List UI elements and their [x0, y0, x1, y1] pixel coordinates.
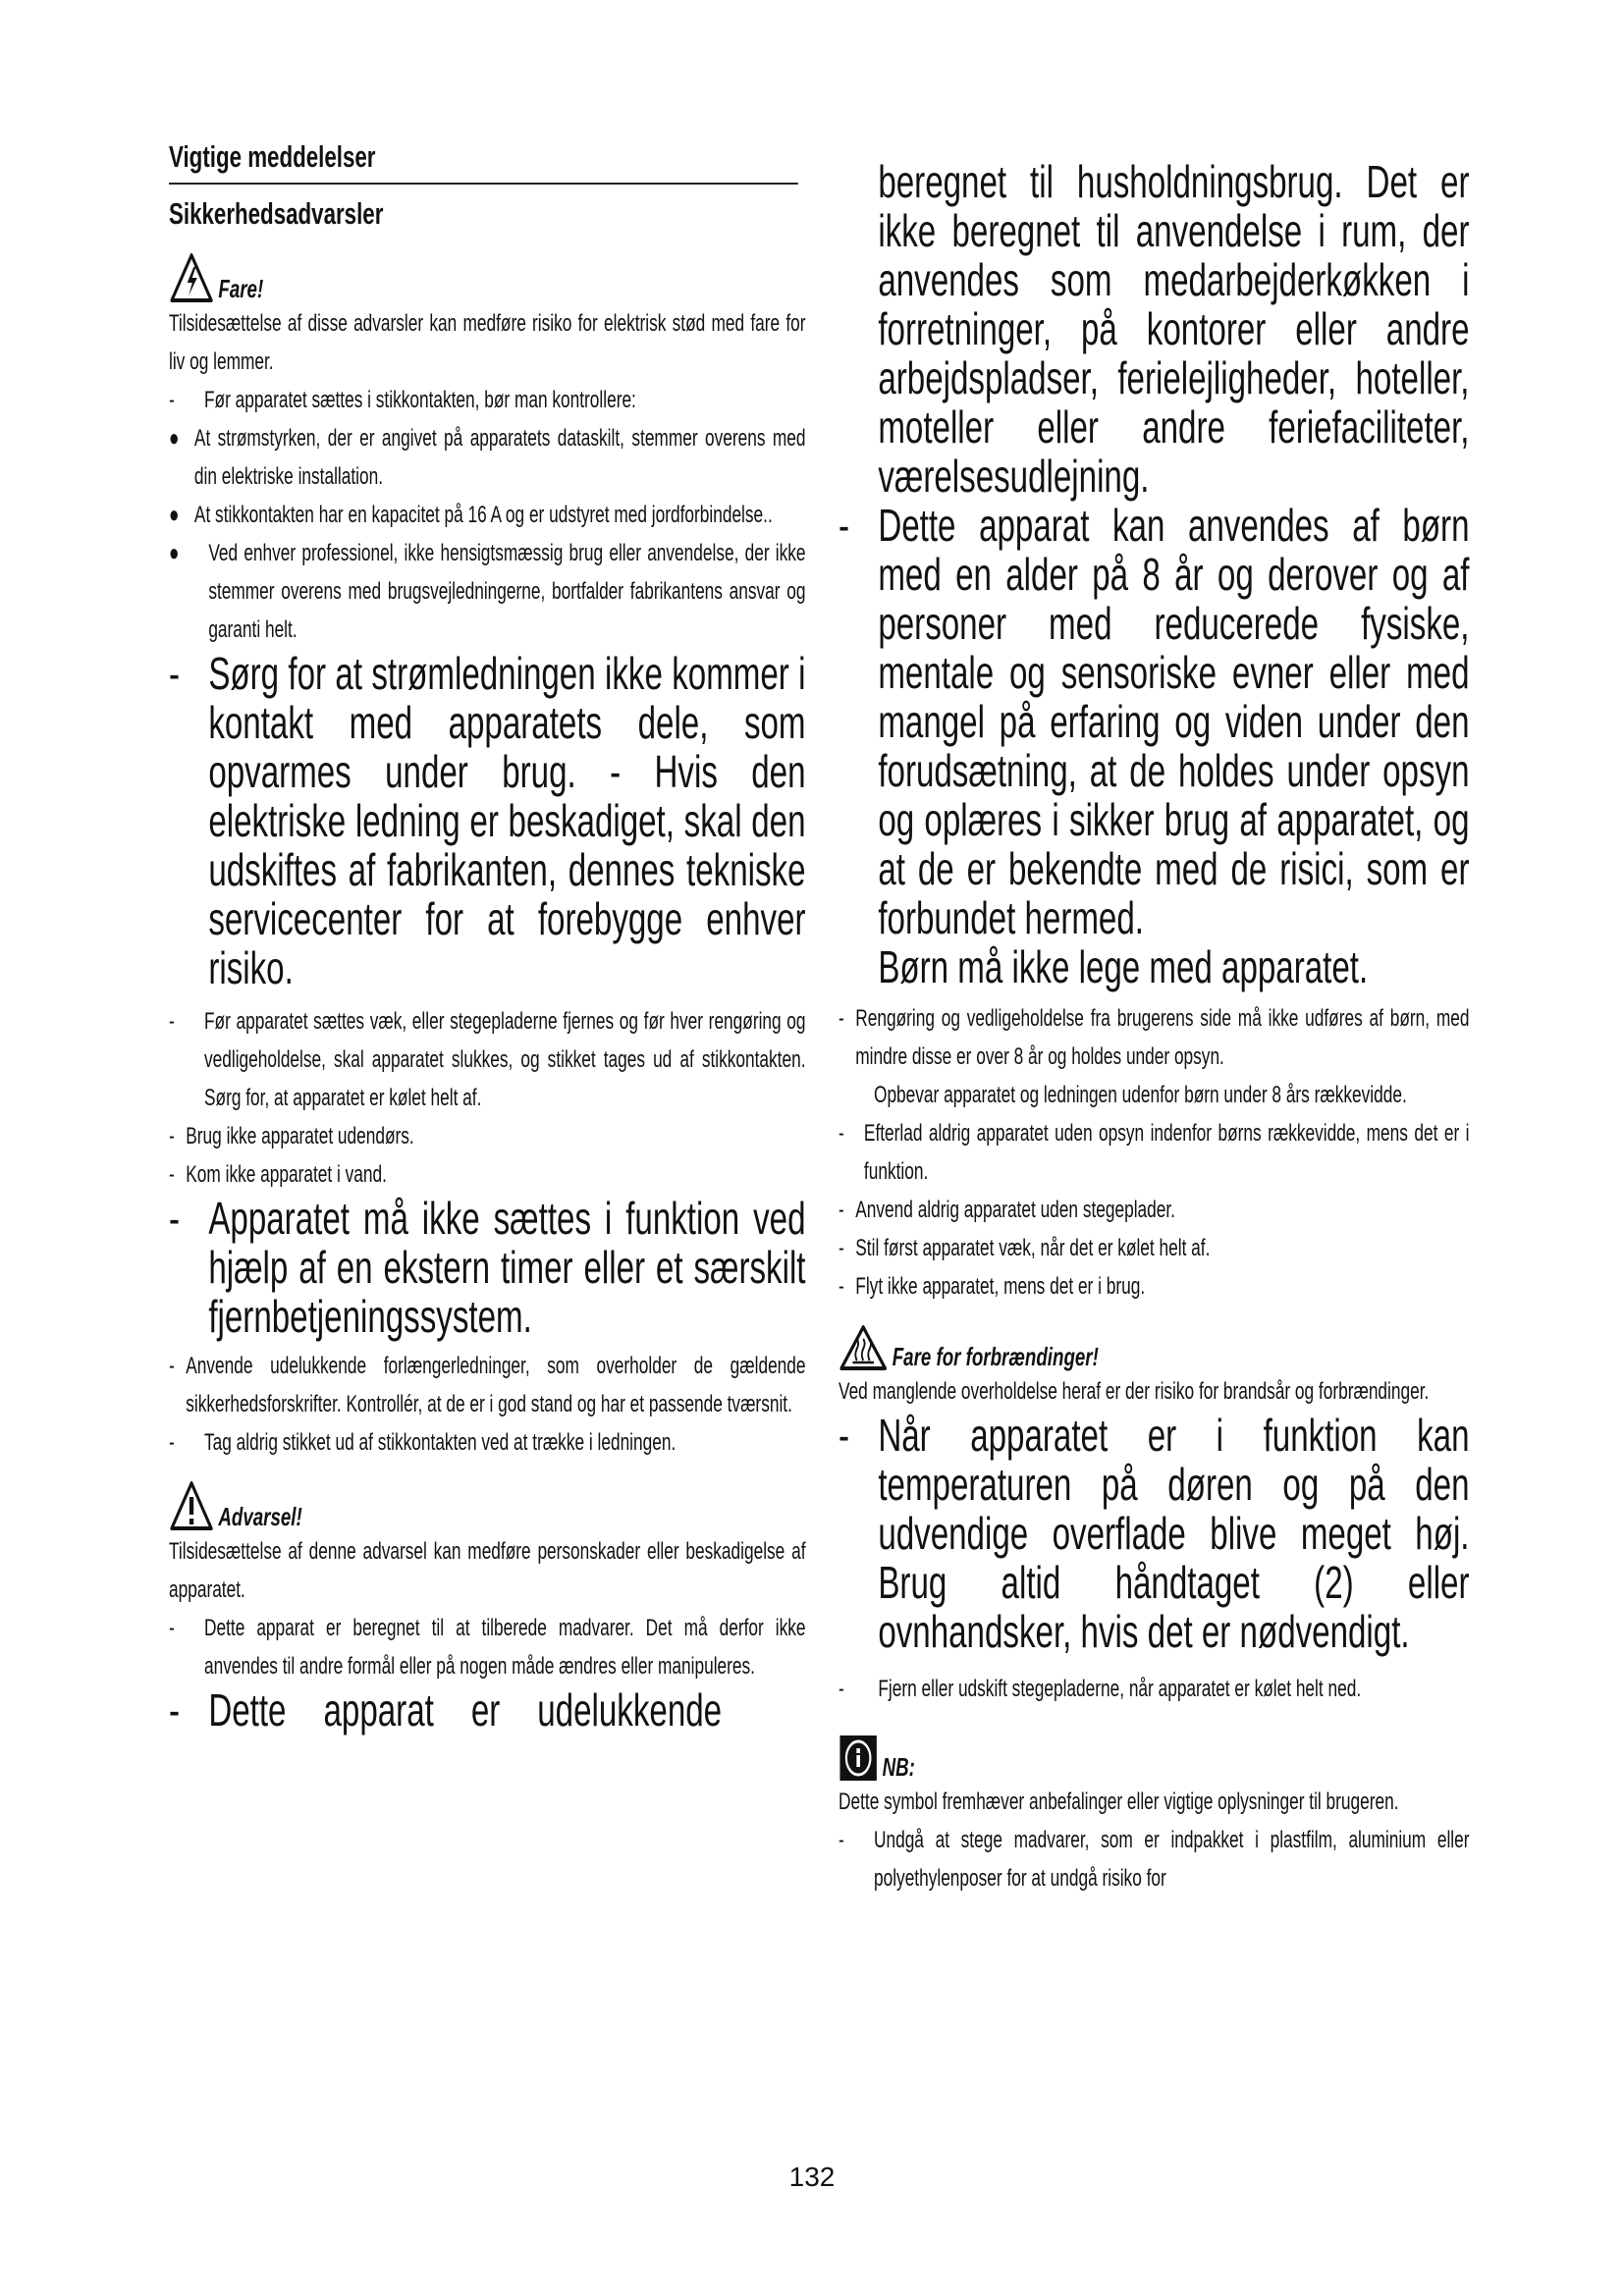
- bullet-icon: ●: [169, 540, 180, 566]
- nb-intro: Dette symbol fremhæver anbefalinger eller vigtige oplysninger til brugeren.: [839, 1789, 1399, 1815]
- dash-marker: -: [839, 1120, 844, 1147]
- bullet-item: [169, 496, 806, 534]
- item-text: Anvende udelukkende forlængerledninger, som overholder de gældende sikkerhedsforskrifter. Kontrollér, at de er i god stand og har et passende tværsnit.: [186, 1353, 806, 1417]
- dash-marker: -: [839, 500, 850, 551]
- item-text: Tag aldrig stikket ud af stikkontakten ved at trække i ledningen.: [204, 1429, 677, 1456]
- item-text: Når apparatet er i funktion kan temperaturen på døren og på den udvendige overflade blive meget høj. Brug altid håndtaget (2) eller ovnhandsker, hvis det er nødvendigt.: [878, 1410, 1470, 1657]
- dash-marker: -: [169, 1615, 175, 1641]
- item-text: Dette apparat kan anvendes af børn med en alder på 8 år og derover og af personer med reducerede fysiske, mentale og sensoriske evner eller med mangel på erfaring og viden under den forudsætning, at de holdes under opsyn og oplæres i sikker brug af apparatet, og at de er bekendte med de risici, som er forbundet hermed.: [878, 500, 1470, 943]
- item-text: Før apparatet sættes væk, eller stegepladerne fjernes og før hver rengøring og vedligeholdelse, skal apparatet slukkes, og stikket tages ud af stikkontakten. Sørg for, at apparatet er kølet helt af.: [204, 1008, 806, 1111]
- list-item: [169, 1002, 806, 1117]
- dash-marker: -: [169, 1161, 175, 1188]
- item-text: Ved enhver professionel, ikke hensigtsmæssig brug eller anvendelse, der ikke stemmer overens med brugsvejledningerne, bortfalder fabrikantens ansvar og garanti helt.: [208, 540, 806, 643]
- subsection-title: Sikkerhedsadvarsler: [169, 196, 384, 231]
- list-item: [839, 1670, 1470, 1708]
- list-item: [839, 1267, 1470, 1306]
- item-text: Før apparatet sættes i stikkontakten, bør man kontrollere:: [204, 387, 636, 413]
- item-text: Kom ikke apparatet i vand.: [186, 1161, 387, 1188]
- page-number: 132: [788, 2162, 836, 2192]
- dash-marker: -: [169, 1123, 175, 1149]
- dash-marker: -: [169, 1008, 175, 1035]
- list-item: [839, 1191, 1470, 1229]
- item-text: Stil først apparatet væk, når det er kølet helt af.: [855, 1235, 1211, 1261]
- item-text: Brug ikke apparatet udendørs.: [186, 1123, 414, 1149]
- large-paragraph: Børn må ikke lege med apparatet.: [878, 941, 1369, 992]
- bullet-item: [169, 419, 806, 496]
- list-item: [839, 999, 1470, 1076]
- nb-label: NB:: [882, 1752, 915, 1782]
- list-item: [169, 1609, 806, 1685]
- dash-marker: -: [839, 1676, 844, 1702]
- dash-marker: -: [839, 1827, 844, 1853]
- list-item: [169, 381, 806, 419]
- dash-marker: -: [169, 1353, 175, 1379]
- paragraph: Opbevar apparatet og ledningen udenfor børn under 8 års rækkevidde.: [874, 1082, 1407, 1108]
- item-text: Dette apparat er beregnet til at tilberede madvarer. Det må derfor ikke anvendes til andre formål eller på nogen måde ændres eller manipuleres.: [204, 1615, 806, 1680]
- item-text: At stikkontakten har en kapacitet på 16 A og er udstyret med jordforbindelse..: [193, 502, 773, 528]
- dash-marker: -: [839, 1273, 844, 1300]
- dash-marker: -: [169, 1193, 181, 1244]
- item-text: Rengøring og vedligeholdelse fra brugerens side må ikke udføres af børn, med mindre disse er over 8 år og holdes under opsyn.: [855, 1005, 1470, 1070]
- burn-heading: [839, 1323, 1470, 1372]
- bullet-item: [169, 534, 806, 649]
- large-paragraph-continued: beregnet til husholdningsbrug. Det er ikke beregnet til anvendelse i rum, der anvendes som medarbejderkøkken i forretninger, på kontorer eller andre arbejdspladser, ferielejligheder, hoteller, moteller eller andre feriefaciliteter, værelsesudlejning.: [878, 156, 1470, 502]
- burn-label: Fare for forbrændinger!: [892, 1342, 1099, 1371]
- burn-intro: Ved manglende overholdelse heraf er der risiko for brandsår og forbrændinger.: [839, 1378, 1430, 1405]
- danger-heading: [169, 251, 806, 304]
- item-text: Apparatet må ikke sættes i funktion ved hjælp af en ekstern timer eller et særskilt fjernbetjeningssystem.: [208, 1193, 806, 1342]
- bullet-icon: ●: [169, 425, 180, 452]
- large-list-item: [839, 1411, 1470, 1656]
- right-column: [839, 157, 1469, 1897]
- info-icon: [839, 1734, 878, 1783]
- list-item: [169, 1117, 806, 1155]
- item-text: Flyt ikke apparatet, mens det er i brug.: [855, 1273, 1146, 1300]
- dash-marker: -: [839, 1235, 844, 1261]
- nb-heading: [839, 1734, 1470, 1783]
- large-list-item: [169, 1194, 806, 1341]
- item-text: Sørg for at strømledningen ikke kommer i kontakt med apparatets dele, som opvarmes under brug. - Hvis den elektriske ledning er beskadiget, skal den udskiftes af fabrikanten, dennes tekniske servicecenter for at forebygge enhver risiko.: [208, 648, 806, 993]
- item-text: Dette apparat er udelukkende: [208, 1684, 723, 1735]
- title-divider: [169, 183, 798, 185]
- bullet-icon: ●: [169, 502, 180, 528]
- danger-intro: Tilsidesættelse af disse advarsler kan medføre risiko for elektrisk stød med fare for liv og lemmer.: [169, 310, 806, 375]
- warning-intro: Tilsidesættelse af denne advarsel kan medføre personskader eller beskadigelse af apparatet.: [169, 1538, 806, 1603]
- item-text: Efterlad aldrig apparatet uden opsyn indenfor børns rækkevidde, mens det er i funktion.: [863, 1120, 1470, 1185]
- list-item: [169, 1347, 806, 1423]
- hot-surface-icon: [839, 1323, 888, 1372]
- item-text: Anvend aldrig apparatet uden stegeplader.: [855, 1197, 1175, 1223]
- dash-marker: -: [839, 1197, 844, 1223]
- dash-marker: -: [169, 387, 175, 413]
- list-item: [839, 1114, 1470, 1191]
- warning-heading: [169, 1479, 806, 1532]
- item-text: Fjern eller udskift stegepladerne, når apparatet er kølet helt ned.: [878, 1676, 1362, 1702]
- electric-danger-icon: [169, 251, 214, 304]
- dash-marker: -: [169, 648, 181, 699]
- list-item: [169, 1423, 806, 1462]
- list-item: [839, 1229, 1470, 1267]
- dash-marker: -: [839, 1410, 850, 1461]
- section-title: Vigtige meddelelser: [169, 139, 376, 174]
- dash-marker: -: [839, 1005, 844, 1032]
- large-list-item: [839, 501, 1470, 942]
- item-text: At strømstyrken, der er angivet på apparatets dataskilt, stemmer overens med din elektriske installation.: [193, 425, 806, 490]
- dash-marker: -: [169, 1429, 175, 1456]
- left-column: [169, 137, 805, 1735]
- warning-label: Advarsel!: [218, 1502, 302, 1531]
- large-list-item: [169, 1685, 806, 1735]
- list-item: [839, 1821, 1470, 1897]
- warning-icon: [169, 1479, 214, 1532]
- item-text: Undgå at stege madvarer, som er indpakket i plastfilm, aluminium eller polyethylenposer for at undgå risiko for: [874, 1827, 1470, 1892]
- danger-label: Fare!: [218, 274, 264, 303]
- large-list-item: [169, 649, 806, 992]
- list-item: [169, 1155, 806, 1194]
- dash-marker: -: [169, 1684, 181, 1735]
